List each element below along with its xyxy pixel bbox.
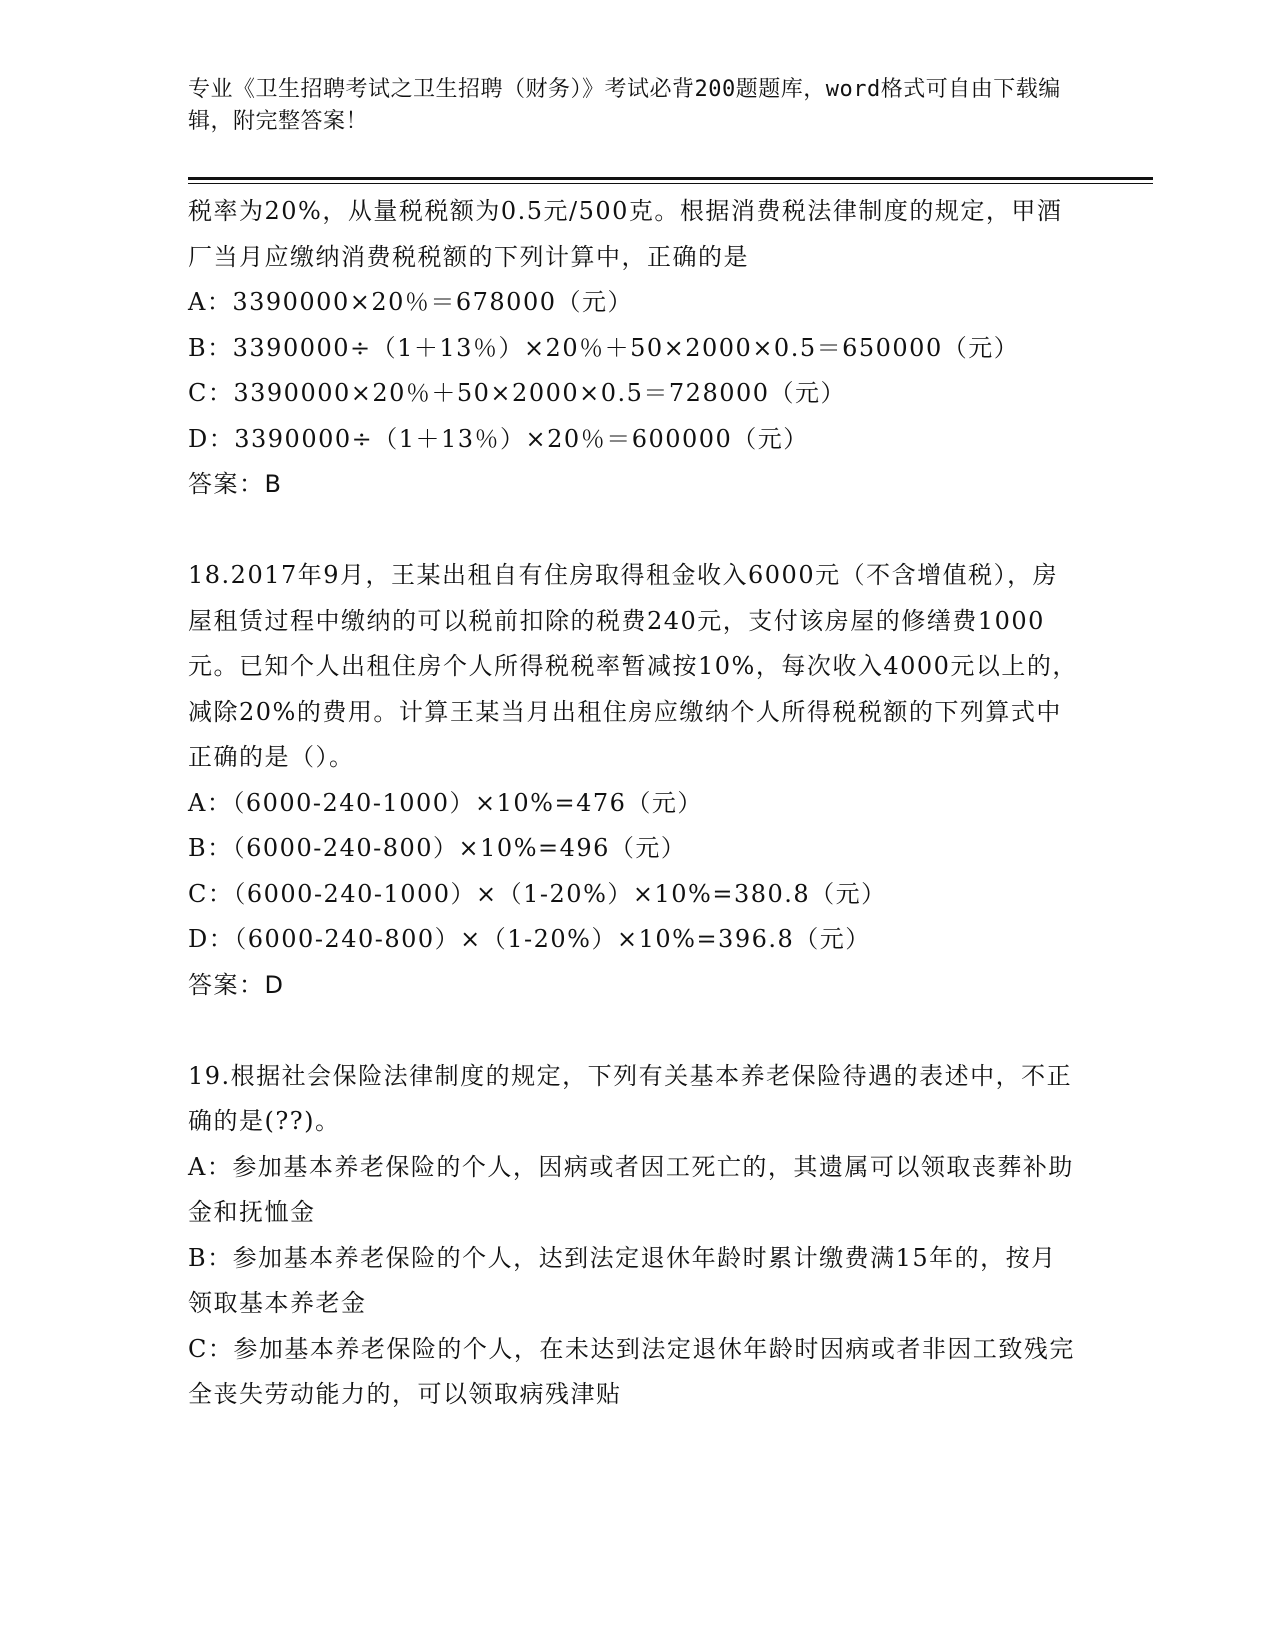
question-stem: 税率为20%，从量税税额为0.5元/500克。根据消费税法律制度的规定，甲酒厂当月应缴纳消费税税额的下列计算中，正确的是 — [188, 197, 1063, 271]
question-17 — [188, 189, 1078, 508]
option-d: D：3390000÷（1＋13％）×20％＝600000（元） — [188, 424, 809, 453]
option-c: C：（6000-240-1000）×（1-20%）×10%=380.8（元） — [188, 879, 887, 908]
question-stem: 19.根据社会保险法律制度的规定，下列有关基本养老保险待遇的表述中，不正确的是(??)。 — [188, 1061, 1073, 1135]
question-stem: 18.2017年9月，王某出租自有住房取得租金收入6000元（不含增值税），房屋租赁过程中缴纳的可以税前扣除的税费240元，支付该房屋的修缮费1000元。已知个人出租住房个人所得税税率暂减按10%，每次收入4000元以上的，减除20%的费用。计算王某当月出租住房应缴纳个人所得税税额的下列算式中正确的是（）。 — [188, 561, 1078, 771]
option-b: B：（6000-240-800）×10%=496（元） — [188, 834, 687, 862]
option-b: B：3390000÷（1＋13％）×20％＋50×2000×0.5＝650000（元） — [188, 333, 1020, 362]
option-b: B：参加基本养老保险的个人，达到法定退休年龄时累计缴费满15年的，按月领取基本养老金 — [188, 1243, 1057, 1317]
header-divider-thick — [188, 177, 1153, 180]
answer-line: 答案：B — [188, 470, 283, 498]
option-a: A：3390000×20％＝678000（元） — [188, 288, 633, 316]
document-header: 专业《卫生招聘考试之卫生招聘（财务）》考试必背200题题库，word格式可自由下载编辑，附完整答案！ — [188, 77, 1061, 134]
option-c: C：3390000×20％＋50×2000×0.5＝728000（元） — [188, 379, 847, 407]
answer-line: 答案：D — [188, 970, 285, 999]
question-spacer — [188, 1008, 1078, 1054]
option-a: A：参加基本养老保险的个人，因病或者因工死亡的，其遗属可以领取丧葬补助金和抚恤金 — [188, 1152, 1074, 1226]
question-spacer — [188, 508, 1078, 554]
option-a: A：（6000-240-1000）×10%=476（元） — [188, 788, 703, 817]
document-body — [188, 189, 1078, 1418]
header-divider-thin — [188, 183, 1153, 184]
question-19 — [188, 1054, 1078, 1418]
option-d: D：（6000-240-800）×（1-20%）×10%=396.8（元） — [188, 925, 871, 953]
question-18 — [188, 553, 1078, 1008]
option-c: C：参加基本养老保险的个人，在未达到法定退休年龄时因病或者非因工致残完全丧失劳动能力的，可以领取病残津贴 — [188, 1334, 1075, 1408]
